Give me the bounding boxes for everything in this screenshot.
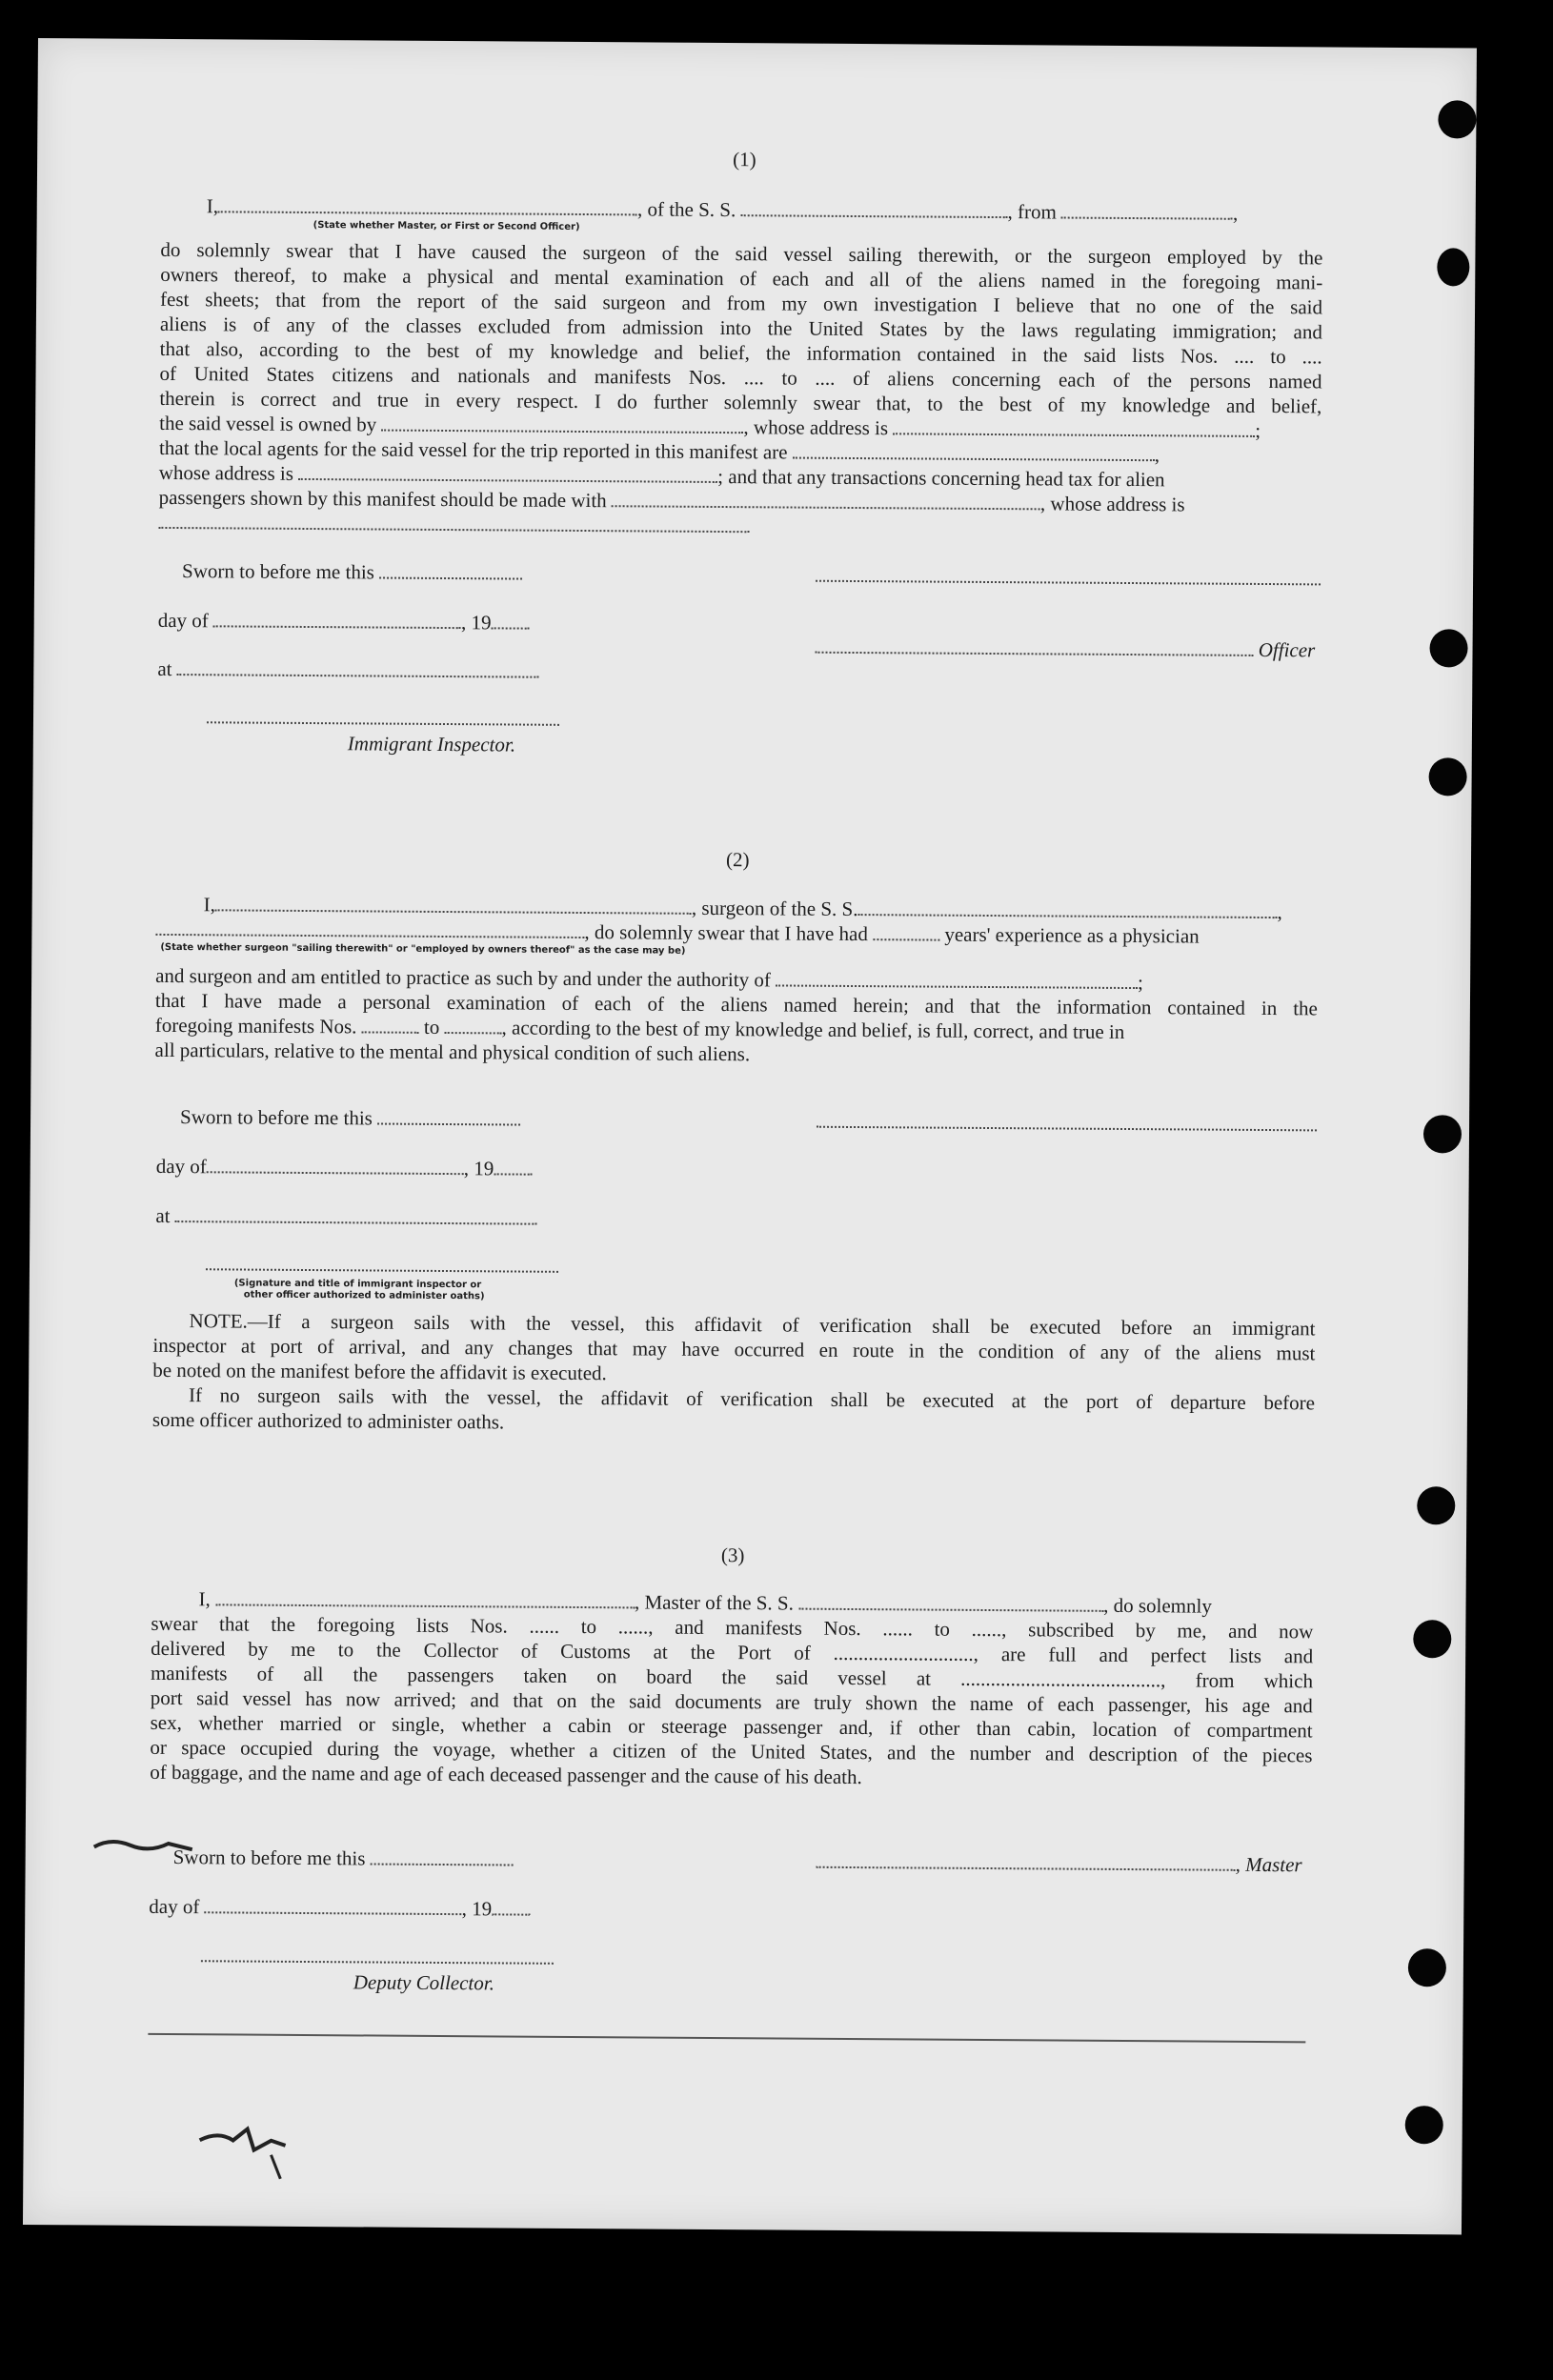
s1-day-of-label: day of	[157, 608, 209, 633]
s2-according: , according to the best of my knowledge and belief, is full, correct, and true in	[501, 1016, 1125, 1043]
s3-master-label: , Master	[1235, 1852, 1302, 1877]
s3-year: , 19	[461, 1897, 493, 1921]
s3-do-solemnly: , do solemnly	[1103, 1593, 1212, 1618]
s3-day-of-label: day of	[149, 1894, 200, 1919]
s1-officer-note: (State whether Master, or First or Second Officer)	[313, 220, 580, 232]
s2-note-line: If no surgeon sails with the vessel, the affidavit of verification shall be executed at the port of departure before	[188, 1383, 1316, 1415]
s1-of-the-ss: , of the S. S.	[636, 197, 736, 222]
s1-inspector-line	[207, 704, 559, 732]
section-2-number: (2)	[725, 848, 750, 872]
s3-master-line	[817, 1849, 1302, 1878]
s2-surgeon-note: (State whether surgeon "sailing therewith" or "employed by owners thereof" as the case may be)	[160, 941, 686, 957]
s3-sworn-label: Sworn to before me this	[172, 1846, 366, 1870]
s1-passengers-shown: passengers shown by this manifest should be made with	[158, 485, 607, 513]
punch-hole	[1408, 1948, 1446, 1987]
s1-head-tax: ; and that any transactions concerning head tax for alien	[717, 464, 1165, 492]
section-3-number: (3)	[720, 1543, 745, 1567]
s1-i: I,	[206, 194, 219, 218]
s2-at	[155, 1203, 537, 1231]
s2-sig-note-2: other officer authorized to administer oaths)	[243, 1289, 485, 1302]
section-1-number: (1)	[733, 148, 756, 171]
s3-line: sex, whether married or single, whether a cabin or steerage passenger and, if other than cabin, location of compartment	[150, 1710, 1313, 1743]
s1-owned-line: the said vessel is owned by , whose address is ;	[159, 411, 1261, 442]
s1-whose-address-3: , whose address is	[1039, 492, 1185, 516]
s1-whose-address-2: whose address is	[158, 460, 294, 485]
s2-i: I,	[203, 893, 215, 917]
s3-line: port said vessel has now arrived; and that on the said documents are truly shown the name of each passenger, his age and	[150, 1685, 1313, 1718]
s3-line: delivered by me to the Collector of Customs at the Port of ............................, are full and perfect lists and	[151, 1636, 1314, 1668]
s1-year: , 19	[460, 611, 492, 635]
s1-line: fest sheets; that from the report of the said surgeon and from my own investigation I believe that no one of the said	[160, 287, 1323, 319]
punch-hole	[1437, 248, 1469, 286]
s1-line: owners thereof, to make a physical and mental examination of each and all of the aliens named in the foregoing mani-	[160, 262, 1323, 294]
s3-sworn	[173, 1845, 514, 1871]
s2-sworn	[180, 1104, 520, 1131]
s2-authority: and surgeon and am entitled to practice as such by and under the authority of	[155, 963, 771, 992]
bottom-rule	[148, 2033, 1305, 2043]
s2-year: , 19	[463, 1157, 494, 1180]
s2-years-experience: years' experience as a physician	[944, 922, 1200, 948]
punch-hole	[1405, 2106, 1443, 2144]
s2-note-line: be noted on the manifest before the affidavit is executed.	[152, 1358, 607, 1385]
s1-local-agents: that the local agents for the said vessel for the trip reported in this manifest are	[158, 435, 788, 464]
s1-line: therein is correct and true in every respect. I do further solemnly swear that, to the best of my knowledge and belief,	[159, 386, 1322, 418]
s3-day-of	[149, 1894, 530, 1922]
s3-line: or space occupied during the voyage, whether a citizen of the United States, and the number and description of the pieces	[150, 1735, 1313, 1767]
s1-from: , from	[1007, 200, 1057, 224]
s1-officer-line	[815, 635, 1315, 663]
s1-owned-by: the said vessel is owned by	[159, 411, 377, 436]
s2-line1: I, , surgeon of the S. S. ,	[203, 893, 1282, 924]
s2-to: to	[423, 1015, 440, 1039]
s3-i: I,	[198, 1587, 211, 1611]
s1-at-label: at	[157, 656, 172, 680]
s2-signature-line	[817, 1109, 1317, 1138]
s1-officer-label: Officer	[1258, 637, 1316, 662]
s2-note-line: NOTE.—If a surgeon sails with the vessel, this affidavit of verification shall be executed before an immigrant	[189, 1309, 1316, 1341]
s3-master-of: , Master of the S. S.	[634, 1590, 794, 1615]
s2-at-label: at	[155, 1203, 171, 1227]
s1-line: of United States citizens and nationals and manifests Nos. .... to .... of aliens concerning each of the persons named	[159, 361, 1322, 393]
punch-hole	[1429, 629, 1467, 667]
s1-signature-line	[816, 563, 1321, 592]
ink-scribble	[92, 1829, 197, 1859]
punch-hole	[1438, 100, 1476, 138]
s2-inspector-line	[206, 1251, 558, 1279]
s1-sworn-label: Sworn to before me this	[182, 559, 374, 584]
s3-deputy-collector: Deputy Collector.	[353, 1970, 494, 1995]
s3-collector-line	[201, 1943, 554, 1970]
s1-sworn	[182, 558, 522, 585]
form-page	[23, 38, 1477, 2234]
punch-hole	[1417, 1486, 1455, 1524]
s1-comma: ,	[1233, 201, 1239, 225]
s2-note-paragraph	[152, 1308, 1316, 1441]
s2-line4: that I have made a personal examination of each of the aliens named herein; and that the information contained in the	[154, 988, 1319, 1020]
s3-paragraph	[150, 1611, 1313, 1793]
s3-line: swear that the foregoing lists Nos. ...... to ......, and manifests Nos. ...... to ......, subscribed by me, and now	[151, 1611, 1314, 1644]
s2-note-line: some officer authorized to administer oaths.	[151, 1407, 505, 1434]
punch-hole	[1423, 1115, 1462, 1153]
s2-surgeon-of: , surgeon of the S. S.	[691, 896, 858, 921]
s2-sworn-label: Sworn to before me this	[180, 1105, 373, 1130]
s1-line: that also, according to the best of my knowledge and belief, the information contained in the said lists Nos. .... to ....	[159, 336, 1322, 369]
s2-do-solemnly: , do solemnly swear that I have had	[584, 920, 868, 946]
s1-paragraph	[159, 237, 1322, 419]
s1-line: do solemnly swear that I have caused the surgeon of the said vessel sailing therewith, or the surgeon employed by the	[160, 237, 1323, 270]
punch-hole	[1428, 757, 1466, 796]
s1-whose-address: , whose address is	[743, 415, 889, 440]
s1-at	[157, 656, 539, 684]
s2-line6: all particulars, relative to the mental and physical condition of such aliens.	[154, 1038, 751, 1066]
s3-line: manifests of all the passengers taken on board the said vessel at ........................................, from which	[150, 1661, 1314, 1693]
s1-address-blank	[158, 510, 749, 538]
s1-day-of	[158, 608, 530, 635]
s3-line: of baggage, and the name and age of each deceased passenger and the cause of his death.	[150, 1760, 862, 1789]
punch-hole	[1413, 1620, 1451, 1658]
ink-scribble	[194, 2111, 300, 2188]
s1-immigrant-inspector: Immigrant Inspector.	[347, 732, 516, 756]
s1-line: aliens is of any of the classes excluded from admission into the United States by the laws regulating immigration; and	[159, 312, 1322, 344]
s1-agents-line: that the local agents for the said vessel for the trip reported in this manifest are ,	[158, 435, 1160, 467]
s2-line3: and surgeon and am entitled to practice as such by and under the authority of ;	[155, 963, 1144, 995]
s2-day-of-label: day of	[155, 1154, 207, 1179]
s2-sig-note-1: (Signature and title of immigrant inspector or	[233, 1278, 482, 1291]
s2-note-line: inspector at port of arrival, and any changes that may have occurred en route in the condition of any of the aliens must	[152, 1333, 1316, 1365]
s2-day-of	[156, 1154, 533, 1181]
s2-manifests-nos: foregoing manifests Nos.	[154, 1013, 357, 1039]
